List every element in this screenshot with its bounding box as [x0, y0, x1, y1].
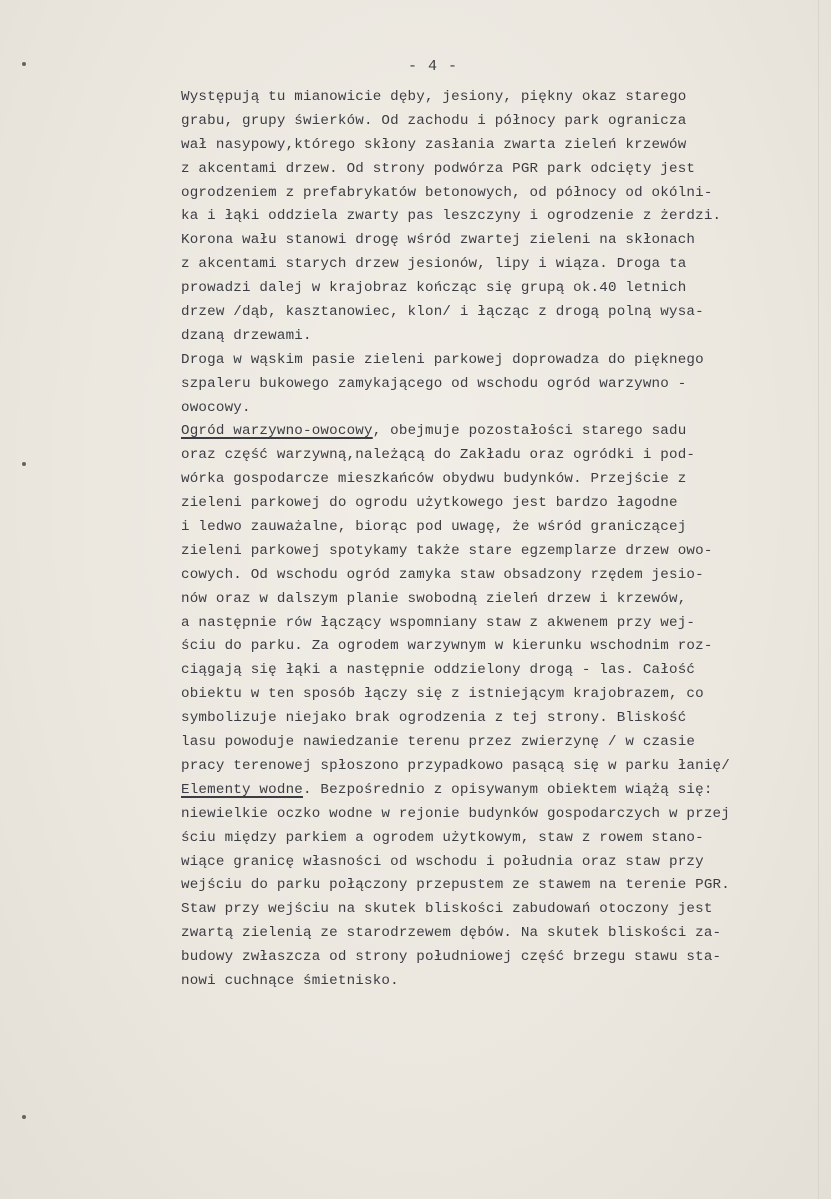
punch-hole-mark: [22, 62, 26, 66]
text-line: cowych. Od wschodu ogród zamyka staw obsadzony rzędem jesio-: [181, 566, 704, 583]
text-line: lasu powoduje nawiedzanie terenu przez zwierzynę / w czasie: [181, 734, 696, 751]
text-line: Droga w wąskim pasie zieleni parkowej doprowadza do pięknego: [181, 351, 704, 368]
text-line: zieleni parkowej do ogrodu użytkowego jest bardzo łagodne: [181, 495, 678, 512]
text-line: niewielkie oczko wodne w rejonie budynków gospodarczych w przej: [181, 805, 730, 822]
text-line-rest: . Bezpośrednio z opisywanym obiektem wiążą się:: [303, 781, 713, 798]
text-line: szpaleru bukowego zamykającego od wschodu ogród warzywno -: [181, 375, 687, 392]
section-heading: Elementy wodne: [181, 781, 303, 798]
text-line: Występują tu mianowicie dęby, jesiony, piękny okaz starego: [181, 89, 687, 105]
text-line: Korona wału stanowi drogę wśród zwartej zieleni na skłonach: [181, 232, 696, 249]
text-line: z akcentami drzew. Od strony podwórza PGR park odcięty jest: [181, 160, 696, 177]
text-line: i ledwo zauważalne, biorąc pod uwagę, że wśród graniczącej: [181, 519, 687, 536]
text-line: [181, 420, 811, 444]
section-heading: Ogród warzywno-owocowy: [181, 423, 373, 440]
text-line: wórka gospodarcze mieszkańców obydwu budynków. Przejście z: [181, 471, 687, 488]
text-line: dzaną drzewami.: [181, 327, 312, 344]
text-line: wejściu do parku połączony przepustem ze stawem na terenie PGR.: [181, 877, 730, 894]
text-line: budowy zwłaszcza od strony południowej część brzegu stawu sta-: [181, 949, 722, 966]
text-line: wiące granicę własności od wschodu i południa oraz staw przy: [181, 853, 704, 870]
text-line: z akcentami starych drzew jesionów, lipy i wiąza. Droga ta: [181, 256, 687, 273]
typewritten-text: [181, 86, 811, 994]
text-line: ciągają się łąki a następnie oddzielony drogą - las. Całość: [181, 662, 696, 679]
text-line: zieleni parkowej spotykamy także stare egzemplarze drzew owo-: [181, 542, 713, 559]
text-line: symbolizuje niejako brak ogrodzenia z tej strony. Bliskość: [181, 710, 687, 727]
text-line: grabu, grupy świerków. Od zachodu i północy park ogranicza: [181, 112, 687, 129]
text-line: ogrodzeniem z prefabrykatów betonowych, od północy od okólni-: [181, 184, 713, 201]
text-line: oraz część warzywną,należącą do Zakładu oraz ogródki i pod-: [181, 447, 696, 464]
text-line: nowi cuchnące śmietnisko.: [181, 972, 399, 989]
text-line: a następnie rów łączący wspomniany staw z akwenem przy wej-: [181, 614, 696, 631]
punch-hole-mark: [22, 1115, 26, 1119]
text-line: owocowy.: [181, 399, 251, 416]
text-line: Staw przy wejściu na skutek bliskości zabudowań otoczony jest: [181, 901, 713, 918]
text-line: nów oraz w dalszym planie swobodną zieleń drzew i krzewów,: [181, 590, 687, 607]
text-line: ściu do parku. Za ogrodem warzywnym w kierunku wschodnim roz-: [181, 638, 713, 655]
page-number: - 4 -: [408, 58, 459, 75]
text-line: drzew /dąb, kasztanowiec, klon/ i łącząc z drogą polną wysa-: [181, 304, 704, 321]
text-line: obiektu w ten sposób łączy się z istniejącym krajobrazem, co: [181, 686, 704, 703]
text-line: wał nasypowy,którego skłony zasłania zwarta zieleń krzewów: [181, 136, 687, 153]
text-line: ściu między parkiem a ogrodem użytkowym, staw z rowem stano-: [181, 829, 704, 846]
text-line: zwartą zielenią ze starodrzewem dębów. Na skutek bliskości za-: [181, 925, 722, 942]
text-line-rest: , obejmuje pozostałości starego sadu: [372, 423, 687, 440]
punch-hole-mark: [22, 462, 26, 466]
text-line: [181, 779, 811, 803]
text-line: prowadzi dalej w krajobraz kończąc się grupą ok.40 letnich: [181, 280, 687, 297]
paper-fold-line: [818, 0, 819, 1199]
text-line: ka i łąki oddziela zwarty pas leszczyny i ogrodzenie z żerdzi.: [181, 208, 722, 225]
text-line: pracy terenowej spłoszono przypadkowo pasącą się w parku łanię/: [181, 757, 730, 774]
